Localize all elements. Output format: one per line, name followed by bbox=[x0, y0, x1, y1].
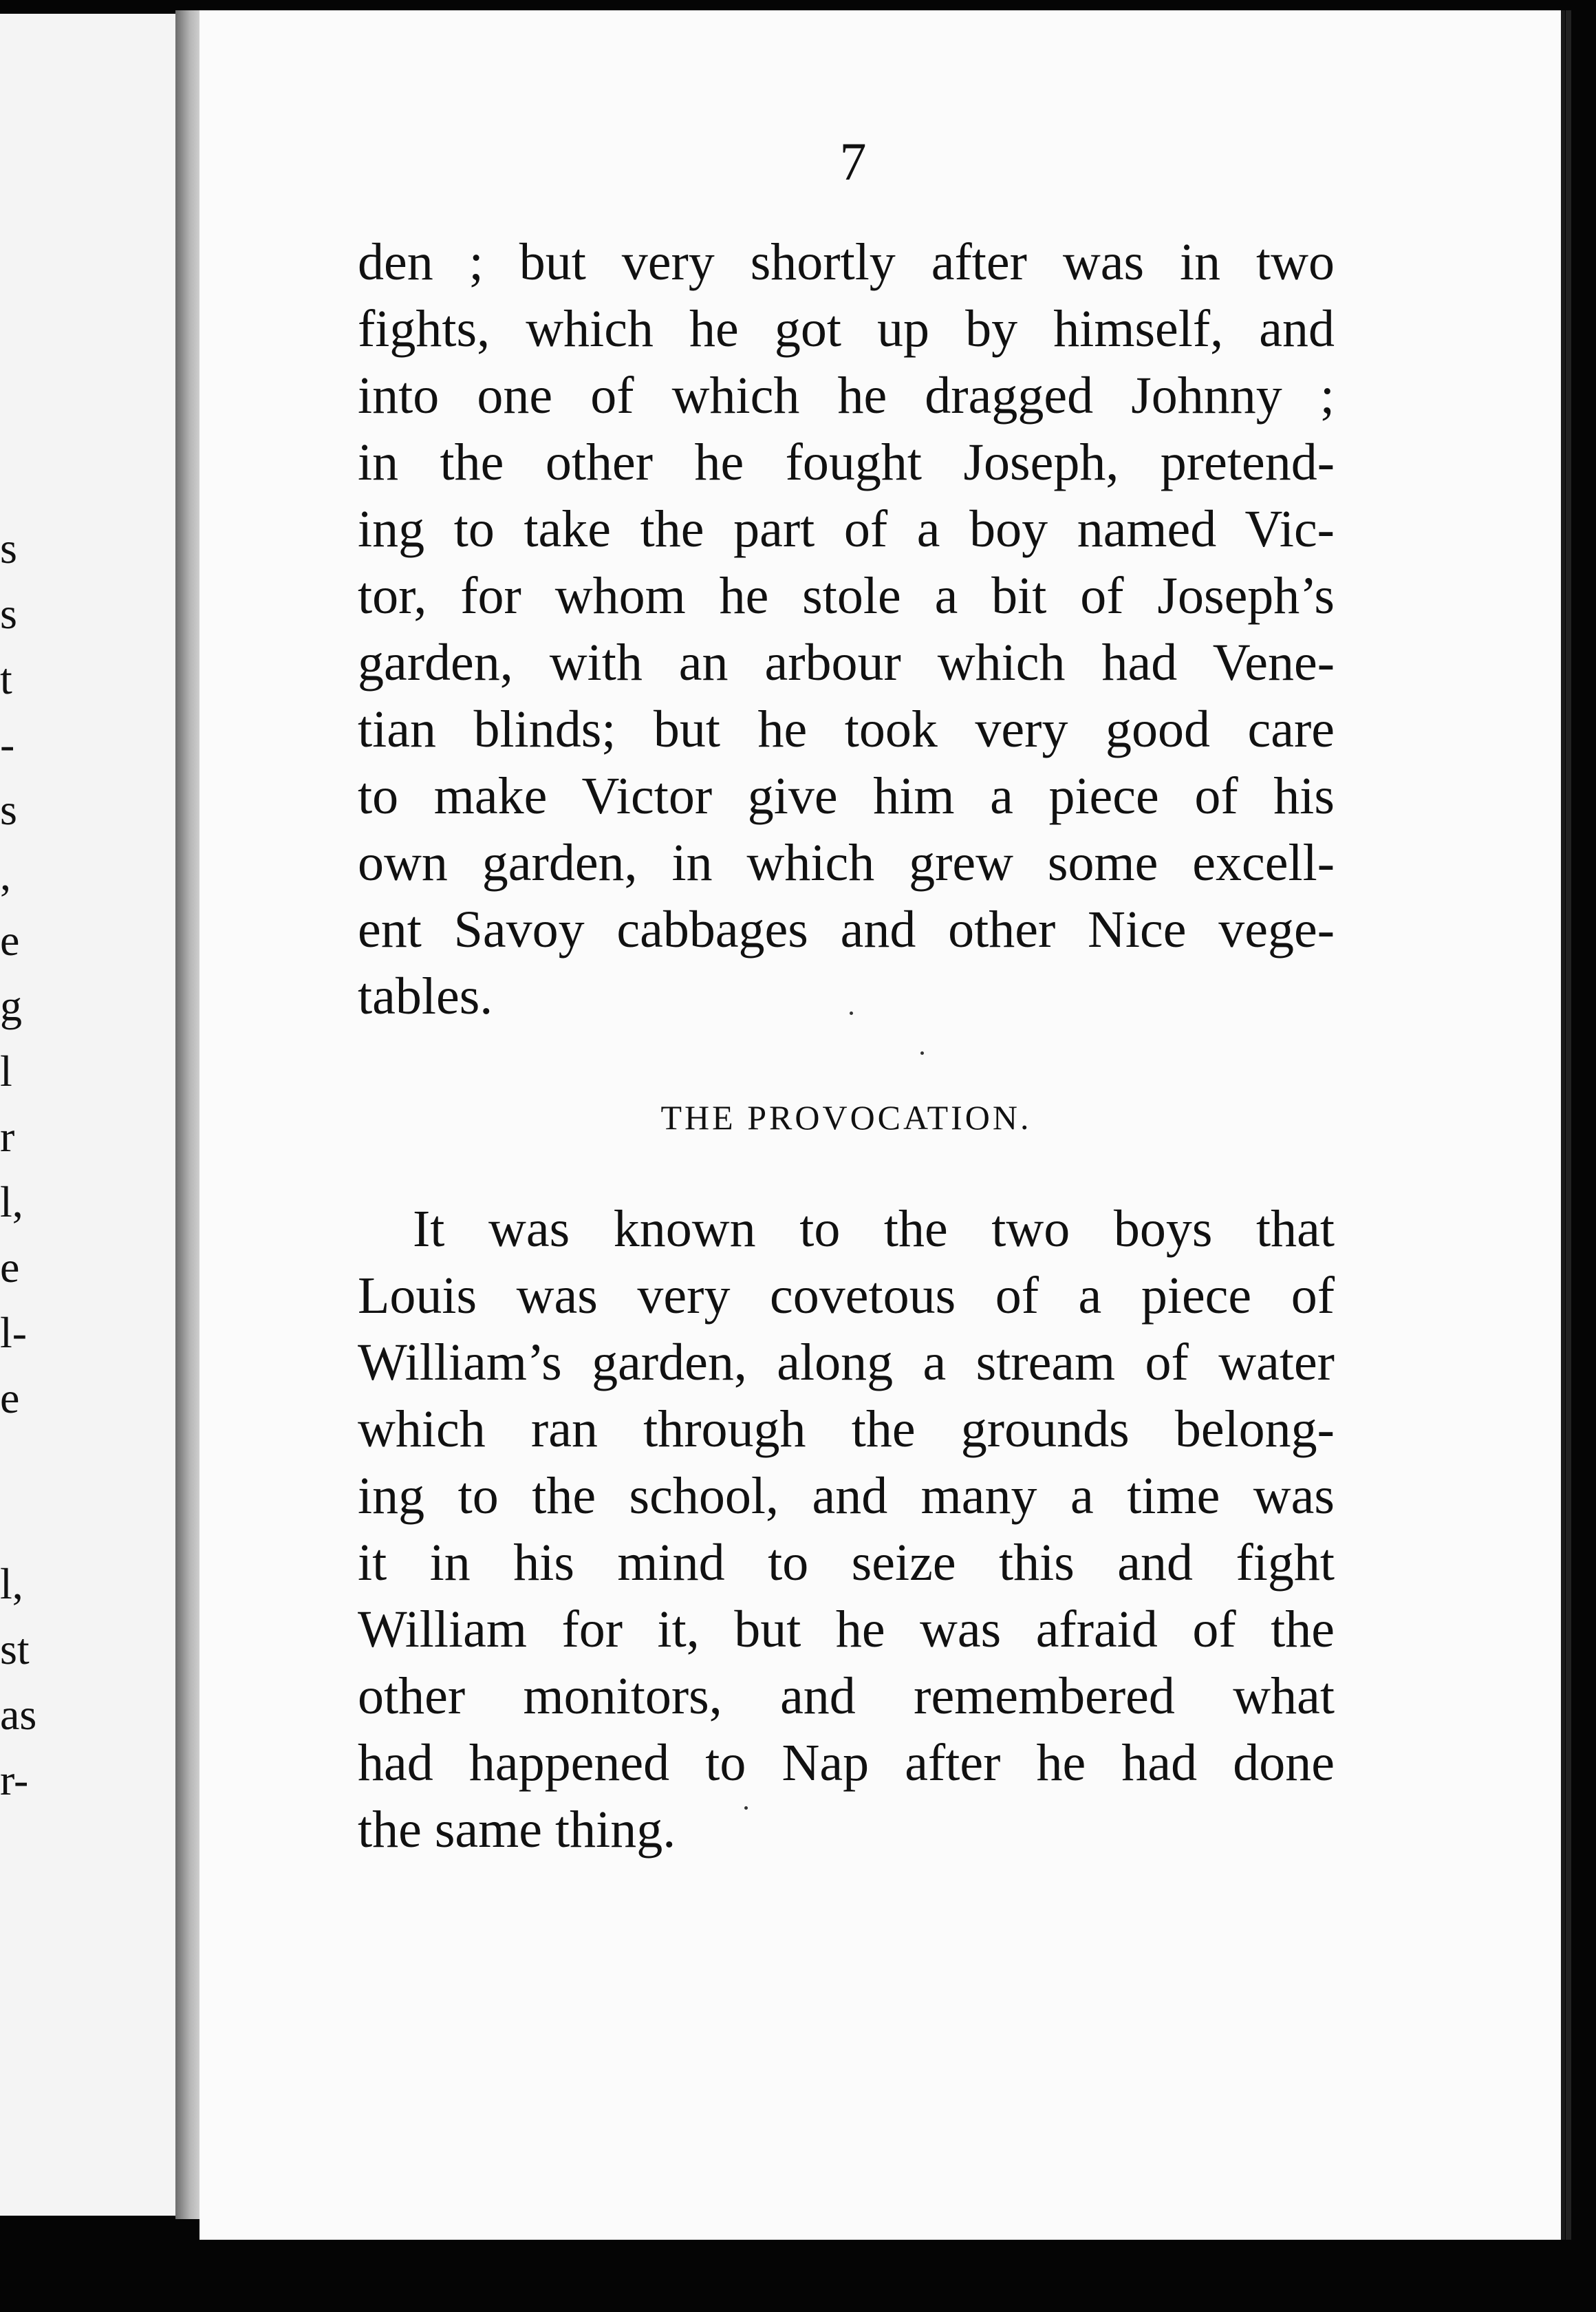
facing-line-end: s bbox=[0, 589, 17, 638]
paragraph-1 bbox=[358, 229, 1335, 1030]
facing-line-end: e bbox=[0, 1243, 20, 1292]
text-line: tables. bbox=[358, 967, 493, 1025]
facing-line-end: , bbox=[0, 850, 11, 899]
page-edge bbox=[1566, 10, 1571, 2240]
facing-page-line-ends bbox=[0, 14, 41, 2216]
text-line: fights, which he got up by himself, and bbox=[358, 300, 1335, 358]
text-line: to make Victor give him a piece of his bbox=[358, 767, 1335, 825]
text-line: which ran through the grounds belong- bbox=[358, 1400, 1335, 1458]
text-line: tor, for whom he stole a bit of Joseph’s bbox=[358, 567, 1335, 625]
facing-line-end: r bbox=[0, 1112, 15, 1161]
facing-line-end: t bbox=[0, 654, 12, 703]
text-line: into one of which he dragged Johnny ; bbox=[358, 367, 1335, 425]
section-heading: THE PROVOCATION. bbox=[660, 1098, 1032, 1137]
facing-line-end: - bbox=[0, 720, 15, 769]
text-line: It was known to the two boys that bbox=[413, 1200, 1335, 1258]
text-line: ing to take the part of a boy named Vic- bbox=[358, 500, 1335, 558]
facing-line-end: as bbox=[0, 1690, 37, 1739]
text-line: ing to the school, and many a time was bbox=[358, 1467, 1335, 1525]
text-line: Louis was very covetous of a piece of bbox=[358, 1267, 1335, 1325]
text-line: William for it, but he was afraid of the bbox=[358, 1601, 1335, 1658]
text-line: other monitors, and remembered what bbox=[358, 1667, 1335, 1725]
facing-line-end: e bbox=[0, 1373, 20, 1422]
facing-line-end: l, bbox=[0, 1559, 23, 1608]
facing-line-end: l bbox=[0, 1047, 12, 1095]
facing-line-end: st bbox=[0, 1625, 30, 1673]
text-line: den ; but very shortly after was in two bbox=[358, 233, 1335, 291]
facing-page-fragment bbox=[0, 14, 179, 2216]
text-line: garden, with an arbour which had Vene- bbox=[358, 634, 1335, 692]
text-line: it in his mind to seize this and fight bbox=[358, 1534, 1335, 1592]
text-line: ent Savoy cabbages and other Nice vege- bbox=[358, 901, 1335, 959]
scan-speck bbox=[744, 1806, 748, 1810]
text-line: in the other he fought Joseph, pretend- bbox=[358, 434, 1335, 491]
facing-line-end: s bbox=[0, 524, 17, 572]
facing-line-end: e bbox=[0, 916, 20, 965]
paragraph-2 bbox=[358, 1196, 1335, 1863]
scan-speck bbox=[920, 1051, 924, 1055]
text-line: William’s garden, along a stream of water bbox=[358, 1334, 1335, 1391]
text-line: the same thing. bbox=[358, 1801, 676, 1859]
text-line: tian blinds; but he took very good care bbox=[358, 700, 1335, 758]
facing-line-end: l, bbox=[0, 1177, 23, 1226]
facing-line-end: g bbox=[0, 981, 22, 1030]
facing-line-end: r- bbox=[0, 1755, 29, 1804]
page-number: 7 bbox=[839, 131, 867, 191]
facing-line-end: s bbox=[0, 785, 17, 834]
text-line: had happened to Nap after he had done bbox=[358, 1734, 1335, 1792]
text-line: own garden, in which grew some excell- bbox=[358, 834, 1335, 892]
scan-speck bbox=[850, 1012, 853, 1015]
facing-line-end: l- bbox=[0, 1308, 28, 1357]
